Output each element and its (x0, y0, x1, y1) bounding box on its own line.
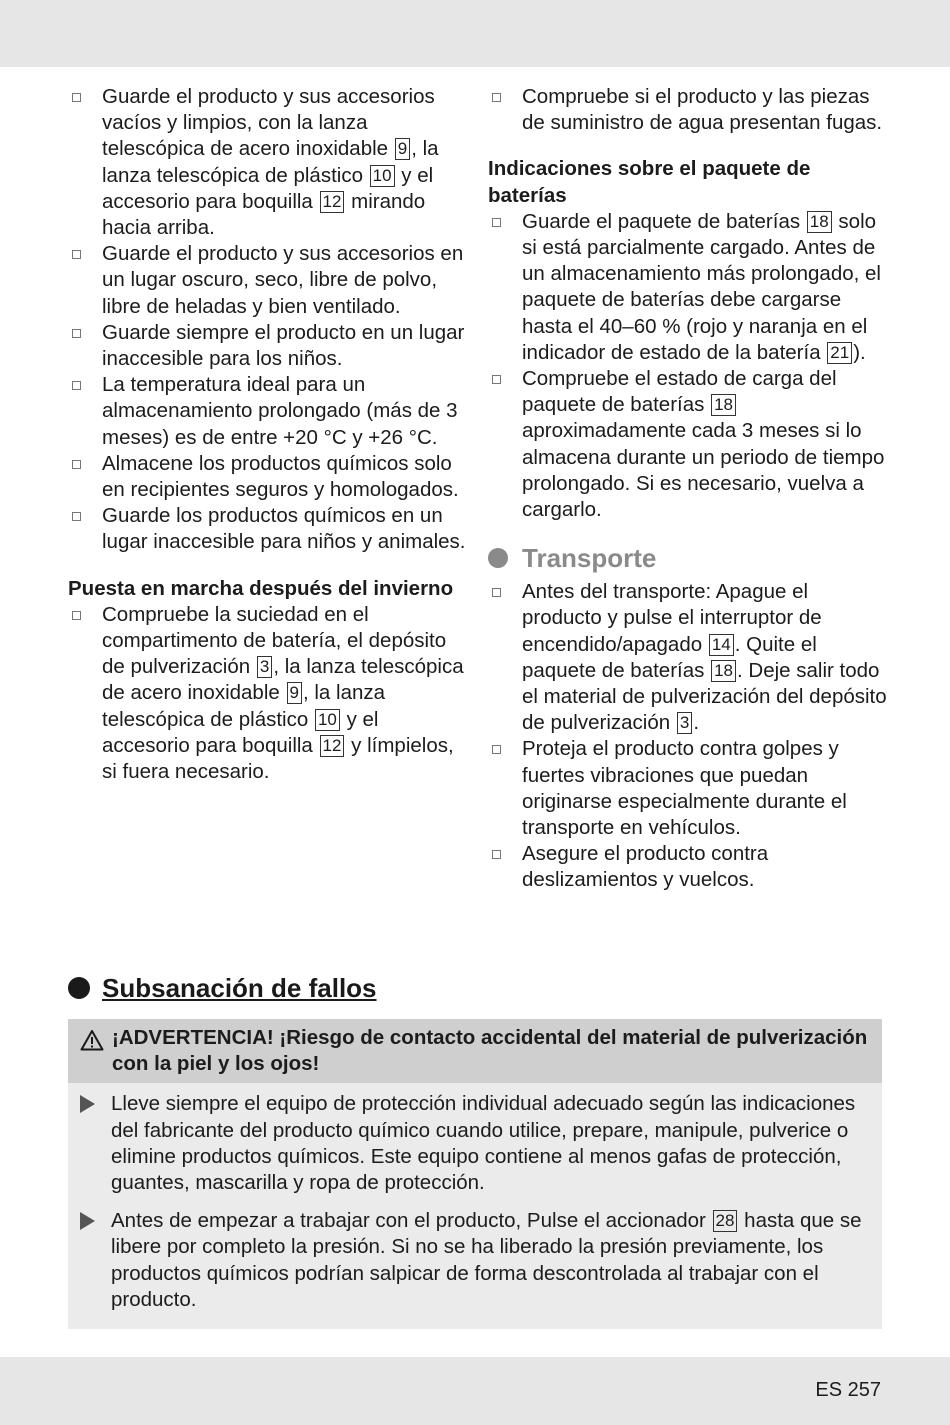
checkbox-bullet-icon (72, 460, 81, 469)
item-text: Compruebe si el producto y las piezas de suministro de agua presentan fugas. (522, 85, 883, 135)
item-text: . (693, 711, 700, 735)
warning-item-text (111, 1091, 872, 1196)
storage-list (68, 84, 468, 556)
warning-body (68, 1083, 882, 1329)
item-text: ). (853, 340, 866, 364)
item-text: , la lanza telescópica de plástico (102, 137, 439, 187)
leak-list (488, 84, 888, 136)
part-reference-number: 9 (287, 682, 302, 704)
item-text: . Quite el paquete de baterías (522, 632, 817, 682)
item-text: Guarde los productos químicos en un lugar inaccesible para niños y animales. (102, 504, 466, 554)
item-text: Asegure el producto contra deslizamientos y vuelcos. (522, 842, 769, 892)
item-text: Guarde el producto y sus accesorios en un lugar oscuro, seco, libre de polvo, libre de heladas y bien ventilado. (102, 242, 464, 318)
item-text: Compruebe la suciedad en el compartimento de batería, el depósito de pulverización (102, 602, 447, 679)
part-reference-number: 28 (713, 1210, 738, 1232)
item-text: y el accesorio para boquilla (102, 707, 379, 757)
item-text: Compruebe el estado de carga del paquete de baterías (522, 367, 837, 417)
list-item (488, 366, 888, 523)
item-text: . Deje salir todo el material de pulverización del depósito de pulverización (522, 658, 887, 735)
checkbox-bullet-icon (72, 93, 81, 102)
top-band (0, 0, 950, 67)
section-troubleshooting-title: Subsanación de fallos (102, 973, 377, 1003)
checkbox-bullet-icon (492, 218, 501, 227)
part-reference-number: 12 (320, 191, 345, 213)
warning-item (80, 1091, 872, 1196)
list-item (68, 241, 468, 320)
item-text: Antes del transporte: Apague el producto y pulse el interruptor de encendido/apagado (522, 580, 822, 656)
list-item (488, 841, 888, 893)
checkbox-bullet-icon (492, 745, 501, 754)
list-item (68, 503, 468, 555)
part-reference-number: 12 (320, 735, 345, 757)
list-item (68, 451, 468, 503)
checkbox-bullet-icon (72, 250, 81, 259)
item-text: Almacene los productos químicos solo en recipientes seguros y homologados. (102, 451, 459, 502)
item-text: solo si está parcialmente cargado. Antes de un almacenamiento más prolongado, el paquete de baterías debe cargarse hasta el 40–60 % (rojo y naranja en el indicador de estado de la batería (522, 209, 881, 364)
section-transport (488, 541, 888, 575)
part-reference-number: 3 (677, 712, 692, 734)
part-reference-number: 18 (807, 211, 832, 233)
item-text: hasta que se libere por completo la presión. Si no se ha liberado la presión previamente, los productos químicos podrían salpicar de forma descontrolada al trabajar con el producto. (111, 1209, 862, 1311)
list-item (488, 84, 888, 136)
item-text: Lleve siempre el equipo de protección individual adecuado según las indicaciones del fabricante del producto químico cuando utilice, prepare, manipule, pulverice o elimine productos químicos. Este equipo contiene al menos gafas de protección, guantes, mascarilla y ropa de protección. (111, 1092, 856, 1195)
part-reference-number: 18 (711, 660, 736, 682)
section-bullet-icon (68, 977, 90, 999)
arrow-right-icon (80, 1095, 95, 1113)
part-reference-number: 3 (257, 656, 272, 678)
list-item (488, 579, 888, 736)
checkbox-bullet-icon (492, 850, 501, 859)
warning-title: ¡ADVERTENCIA! ¡Riesgo de contacto accidental del material de pulverización con la piel y los ojos! (112, 1026, 868, 1076)
bottom-band (0, 1357, 950, 1425)
part-reference-number: 18 (711, 394, 736, 416)
checkbox-bullet-icon (72, 611, 81, 620)
right-column (488, 84, 888, 894)
checkbox-bullet-icon (492, 93, 501, 102)
item-text: mirando hacia arriba. (102, 189, 426, 240)
left-column (68, 84, 468, 785)
section-bullet-icon (488, 548, 508, 568)
item-text: , la lanza telescópica de acero inoxidable (102, 655, 464, 705)
warning-item-text (111, 1208, 872, 1313)
checkbox-bullet-icon (72, 381, 81, 390)
part-reference-number: 21 (827, 342, 852, 364)
checkbox-bullet-icon (492, 588, 501, 597)
list-item (68, 320, 468, 372)
checkbox-bullet-icon (492, 375, 501, 384)
page-number: ES 257 (815, 1379, 881, 1401)
transport-list (488, 579, 888, 893)
subhead-battery: Indicaciones sobre el paquete de baterías (488, 157, 811, 207)
list-item (68, 84, 468, 241)
warning-box (68, 1019, 882, 1329)
checkbox-bullet-icon (72, 512, 81, 521)
part-reference-number: 9 (395, 138, 410, 160)
item-text: y límpielos, si fuera necesario. (102, 733, 454, 784)
part-reference-number: 10 (315, 709, 340, 731)
item-text: Guarde el paquete de baterías (522, 209, 806, 233)
item-text: La temperatura ideal para un almacenamiento prolongado (más de 3 meses) es de entre +20 °C y +26 °C. (102, 373, 458, 449)
item-text: aproximadamente cada 3 meses si lo almacena durante un periodo de tiempo prolongado. Si es necesario, vuelva a cargarlo. (522, 419, 885, 522)
item-text: Guarde siempre el producto en un lugar inaccesible para los niños. (102, 320, 465, 371)
warning-item (80, 1208, 872, 1313)
warning-header (68, 1019, 882, 1083)
item-text: Antes de empezar a trabajar con el producto, Pulse el accionador (111, 1209, 712, 1233)
list-item (68, 372, 468, 451)
item-text: Proteja el producto contra golpes y fuertes vibraciones que puedan originarse especialmente durante el transporte en vehículos. (522, 737, 847, 840)
item-text: , la lanza telescópica de plástico (102, 681, 386, 731)
section-transport-title: Transporte (522, 543, 657, 574)
list-item (488, 209, 888, 366)
item-text: y el accesorio para boquilla (102, 163, 434, 213)
checkbox-bullet-icon (72, 329, 81, 338)
list-item (68, 602, 468, 785)
warning-triangle-icon (80, 1025, 108, 1077)
winter-list (68, 602, 468, 785)
arrow-right-icon (80, 1212, 95, 1230)
battery-list (488, 209, 888, 523)
list-item (488, 736, 888, 841)
item-text: Guarde el producto y sus accesorios vacíos y limpios, con la lanza telescópica de acero inoxidable (102, 85, 435, 161)
part-reference-number: 14 (709, 634, 734, 656)
section-troubleshooting (68, 970, 377, 1006)
part-reference-number: 10 (370, 165, 395, 187)
subhead-winter: Puesta en marcha después del invierno (68, 576, 454, 600)
